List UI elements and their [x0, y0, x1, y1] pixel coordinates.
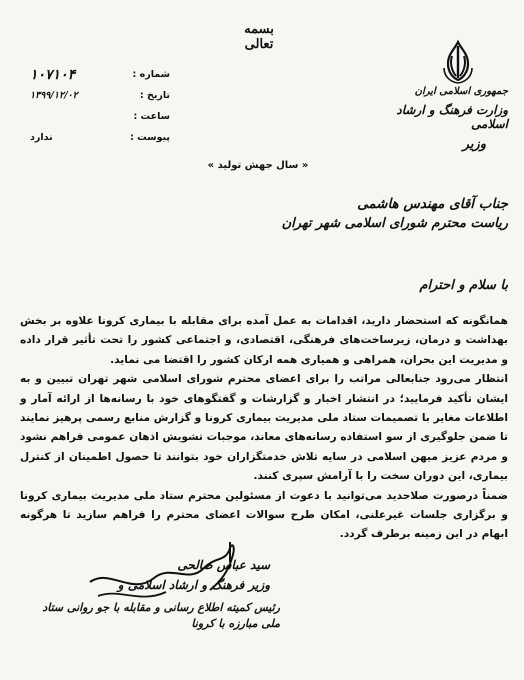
letter-body — [20, 312, 508, 545]
meta-attachment-row — [30, 127, 170, 148]
republic-label: جمهوری اسلامی ایران — [414, 86, 508, 97]
signer-title: وزیر فرهنگ و ارشاد اسلامی و — [117, 578, 270, 592]
time-label: ساعت : — [133, 111, 170, 122]
office-label: وزیر — [462, 137, 486, 152]
signer-name: سید عباس صالحی — [177, 558, 270, 572]
meta-date-row — [30, 85, 170, 106]
number-label: شماره : — [132, 69, 170, 80]
meta-number-row — [30, 64, 170, 85]
addressee-title: ریاست محترم شورای اسلامی شهر تهران — [281, 216, 508, 231]
body-paragraph: همانگونه که استحضار دارید، اقدامات به عمل آمده برای مقابله با بیماری کرونا علاوه بر بخش بهداشت و درمان، زیرساخت‌های فرهنگی، اقتصادی، و اجتماعی کشور را تحت تأثیر قرار داده و مدیریت این بحران، همراهی و همیاری همه ارکان کشور را اقتضا می نماید. — [20, 315, 508, 366]
ministry-name: وزارت فرهنگ و ارشاد اسلامی — [396, 103, 508, 131]
date-value: ۱۳۹۹/۱۲/۰۲ — [30, 90, 78, 101]
body-paragraph: انتظار می‌رود جنابعالی مراتب را برای اعضای محترم شورای اسلامی شهر تهران تبیین و به ایشان تأکید فرمایید؛ در انتشار اخبار و گزارشات و گفتگوهای خود با رسانه‌ها از ارائه آمار و اطلاعات مغایر با تصمیمات ستاد ملی مدیریت بیماری کرونا و گزارش منابع رسمی پرهیز نمایند تا ضمن جلوگیری از سو استفاده رسانه‌های معاند، موجبات تشویش اذهان عمومی فراهم نشود و مردم عزیز میهن اسلامی در سایه تلاش خدمتگزاران خود بتوانند تا حصول اطمینان از کنترل بیماری، این دوران سخت را با آرامش سپری کنند. — [20, 373, 508, 483]
letter-metadata — [30, 64, 170, 148]
year-slogan: « سال جهش تولید » — [207, 160, 309, 171]
meta-time-row — [30, 106, 170, 127]
greeting: با سلام و احترام — [419, 278, 508, 293]
iran-emblem-icon — [440, 38, 476, 84]
addressee — [110, 196, 508, 231]
number-value: ۱۰۷۱۰۴ — [30, 66, 76, 83]
date-label: تاریخ : — [139, 90, 170, 101]
basmala: بسمه تعالی — [244, 22, 274, 52]
ministry-header — [388, 86, 508, 152]
addressee-name: جناب آقای مهندس هاشمی — [357, 196, 508, 212]
attachment-label: پیوست : — [130, 132, 170, 143]
attachment-value: ندارد — [30, 132, 53, 143]
body-paragraph: ضمناً درصورت صلاحدید می‌توانید با دعوت از مسئولین محترم ستاد ملی مدیریت بیماری کرونا و برگزاری جلسات غیرعلنی، امکان طرح سوالات اعضای محترم را فراهم سازید تا هرگونه ابهام در این زمینه برطرف گردد. — [20, 489, 508, 541]
signer-role: رئیس کمیته اطلاع رسانی و مقابله با جو روانی ستاد ملی مبارزه با کرونا — [42, 601, 280, 630]
